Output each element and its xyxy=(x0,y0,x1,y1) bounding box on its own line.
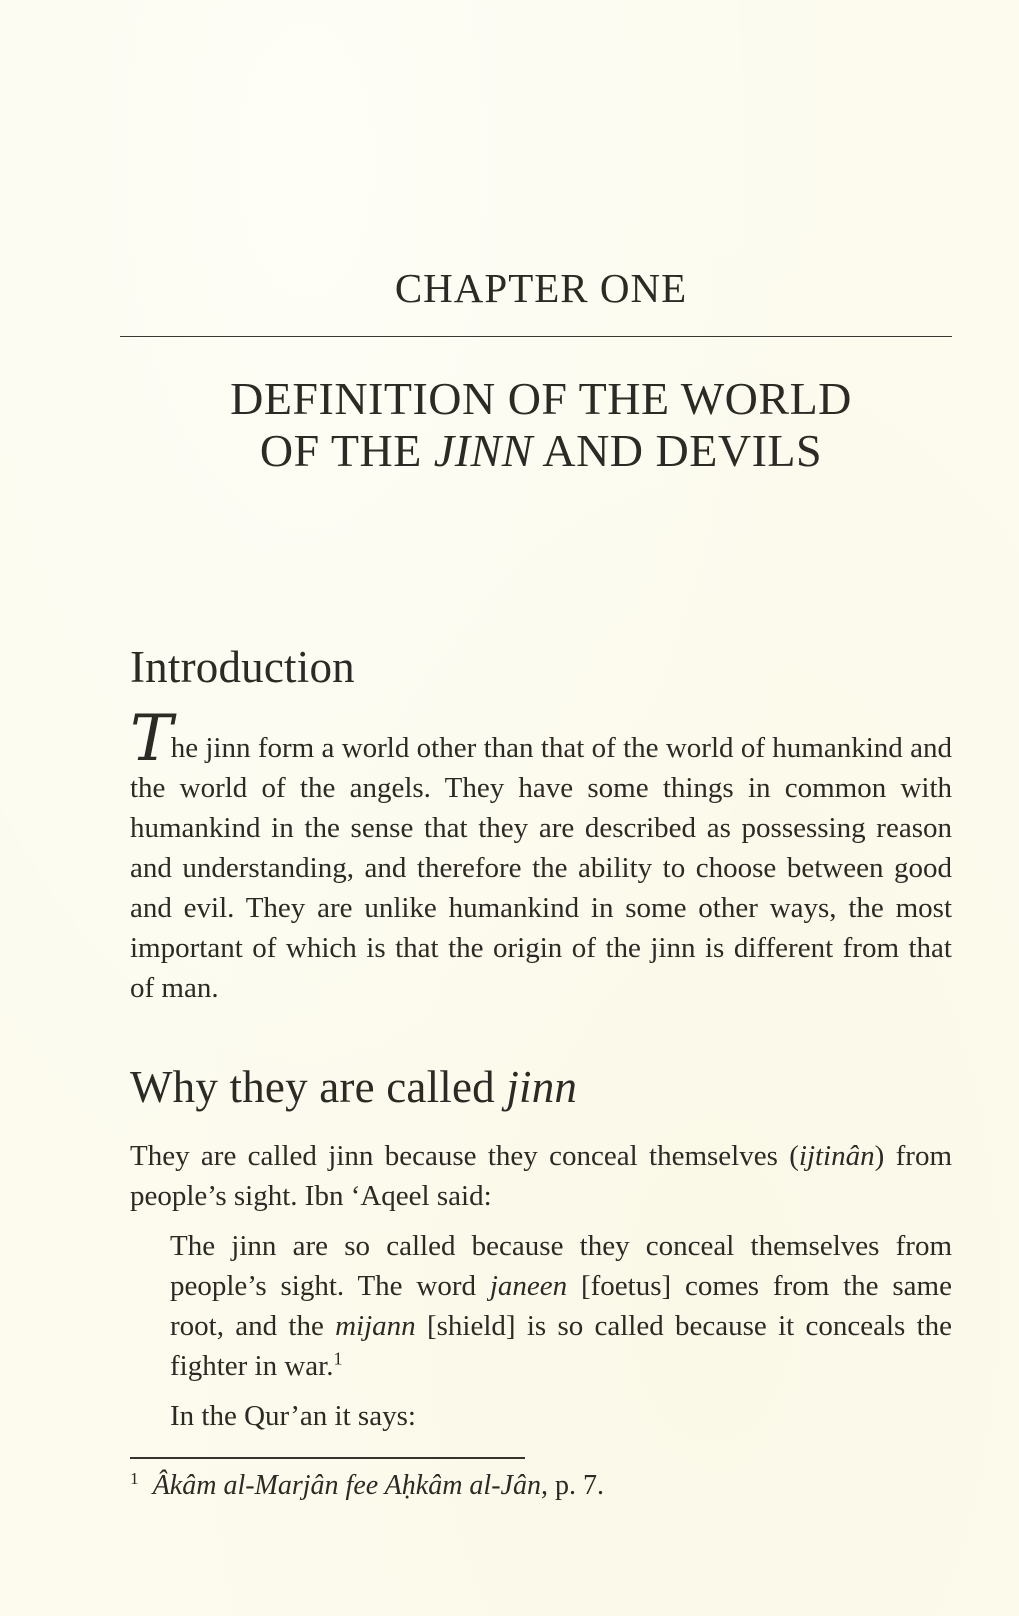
footnote-text: Âkâm al-Marjân fee Aḥkâm al-Jân, p. 7. xyxy=(152,1470,604,1501)
page-content xyxy=(130,0,952,1504)
chapter-title-line2: OF THE JINN AND DEVILS xyxy=(259,425,823,476)
footnote-divider-rule xyxy=(130,1457,525,1459)
footnote xyxy=(130,1468,952,1504)
decorative-initial-letter: T xyxy=(130,702,171,776)
chapter-title xyxy=(130,373,952,477)
introduction-paragraph xyxy=(130,702,952,1008)
introduction-paragraph-text: he jinn form a world other than that of the world of humankind and the world of the angels. They have some things in common with humankind in the sense that they are described as possessing reason and understanding, and therefore the ability to choose between good and evil. They are unlike humankind in some other ways, the most important of which is that the origin of the jinn is different from that of man. xyxy=(130,732,952,1004)
quran-lead-in-line: In the Qur’an it says: xyxy=(170,1400,416,1432)
why-called-jinn-paragraph: They are called jinn because they conceal themselves (ijtinân) from people’s sight. Ibn ‘Aqeel said: xyxy=(130,1140,953,1212)
introduction-heading: Introduction xyxy=(130,642,355,692)
footnote-marker: 1 xyxy=(130,1468,139,1488)
why-called-jinn-heading: Why they are called jinn xyxy=(130,1062,578,1112)
chapter-title-line1: DEFINITION OF THE WORLD xyxy=(230,373,852,424)
ibn-aqeel-quote: The jinn are so called because they conceal themselves from people’s sight. The word janeen [foetus] comes from the same root, and the mijann [shield] is so called because it conceals the fighter in war.$^1$ xyxy=(170,1230,952,1382)
chapter-number-heading: CHAPTER ONE xyxy=(394,265,688,311)
title-divider-rule xyxy=(120,336,952,337)
